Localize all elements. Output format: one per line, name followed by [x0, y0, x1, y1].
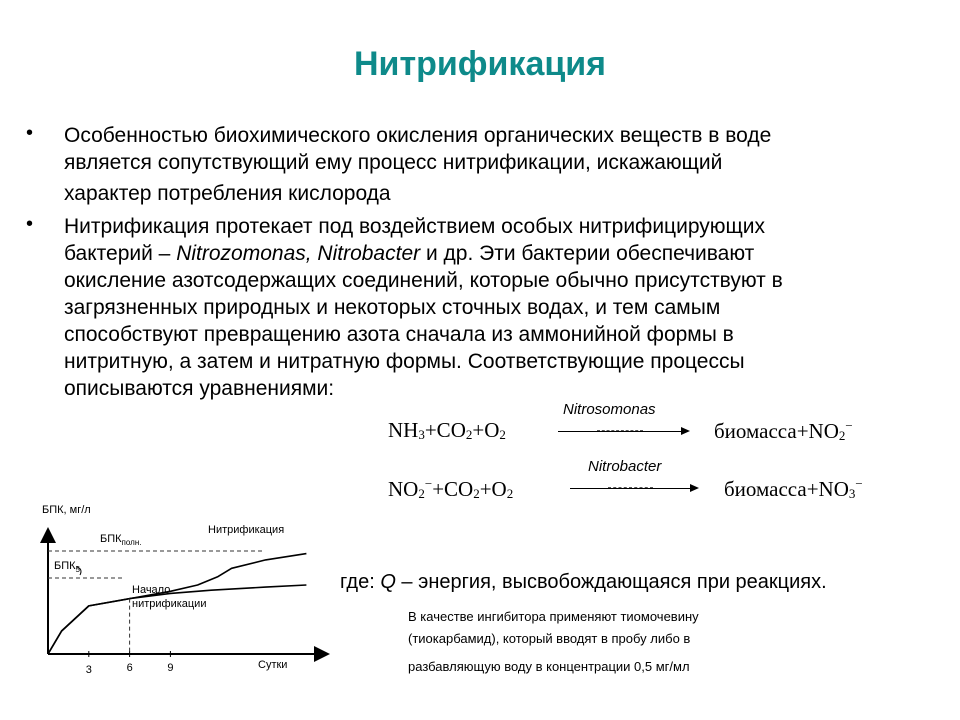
bullet-1-line-3: характер потребления кислорода: [64, 182, 391, 205]
bullet-dot-icon: •: [26, 122, 34, 144]
inhibitor-note: [408, 606, 788, 678]
bullet-item-2: [26, 213, 906, 402]
bullet-2-line-5: способствуют превращению азота сначала из аммонийной формы в: [64, 323, 734, 346]
onset-label-line-2: нитрификации: [132, 598, 207, 610]
bullet-2-line-2-post: и др. Эти бактерии обеспечивают: [420, 242, 755, 265]
bullet-2-line-4: загрязненных природных и некоторых сточных водах, и тем самым: [64, 296, 721, 319]
bullet-2-line-2-pre: бактерий –: [64, 242, 177, 265]
inhibitor-note-line-1: В качестве ингибитора применяют тиомочевину: [408, 609, 699, 624]
bacteria-names: Nitrozomonas, Nitrobacter: [176, 242, 421, 265]
bullet-1-line-2: является сопутствующий ему процесс нитрификации, искажающий: [64, 151, 723, 174]
bod-full-label: $БПК_{полн.}$: [100, 533, 142, 547]
reaction-arrow-icon: [558, 431, 688, 432]
bullet-2-line-2: [64, 240, 906, 267]
equation-2-catalyst: Nitrobacter: [588, 458, 662, 475]
onset-label-line-1: Начало: [132, 584, 171, 596]
reaction-arrow-icon: [570, 488, 697, 489]
bullet-dot-icon: •: [26, 213, 34, 235]
equation-2-rhs: $биомасса+NO_3^-$: [724, 476, 863, 501]
y-axis-label: БПК, мг/л: [42, 504, 91, 516]
equation-2-lhs: $NO_2^-+CO_2+O_2$: [388, 476, 514, 501]
bullet-2-line-7: описываются уравнениями:: [64, 377, 335, 400]
bullet-list: [26, 122, 906, 408]
equation-1-lhs: $NH_3+CO_2+O_2$: [388, 418, 506, 442]
x-tick-label: 9: [167, 662, 174, 674]
x-axis-label: Сутки: [258, 659, 288, 671]
inhibitor-note-line-3: разбавляющую воду в концентрации 0,5 мг/мл: [408, 659, 690, 674]
series-line-2: [48, 585, 306, 654]
energy-note: где: Q – энергия, высвобождающаяся при реакциях.: [340, 571, 827, 593]
bullet-2-line-3: окисление азотсодержащих соединений, которые обычно присутствуют в: [64, 269, 783, 292]
inhibitor-note-line-2: (тиокарбамид), который вводят в пробу либо в: [408, 631, 691, 646]
equation-1-rhs: $биомасса+NO_2^-$: [714, 418, 853, 443]
bod-chart: [28, 497, 333, 685]
bullet-1-line-1: Особенностью биохимического окисления органических веществ в воде: [64, 124, 772, 147]
bullet-2-line-6: нитритную, а затем и нитратную формы. Соответствующие процессы: [64, 350, 745, 373]
bullet-item-1: [26, 122, 906, 207]
x-tick-label: 3: [85, 664, 92, 676]
bod5-label: $БПК_5$: [54, 560, 80, 574]
equation-1-catalyst: Nitrosomonas: [563, 401, 656, 418]
page-title: Нитрификация: [354, 45, 606, 83]
bullet-2-line-1: Нитрификация протекает под воздействием особых нитрифицирующих: [64, 215, 766, 238]
nitrification-label: Нитрификация: [208, 524, 285, 536]
x-tick-label: 6: [126, 662, 133, 674]
